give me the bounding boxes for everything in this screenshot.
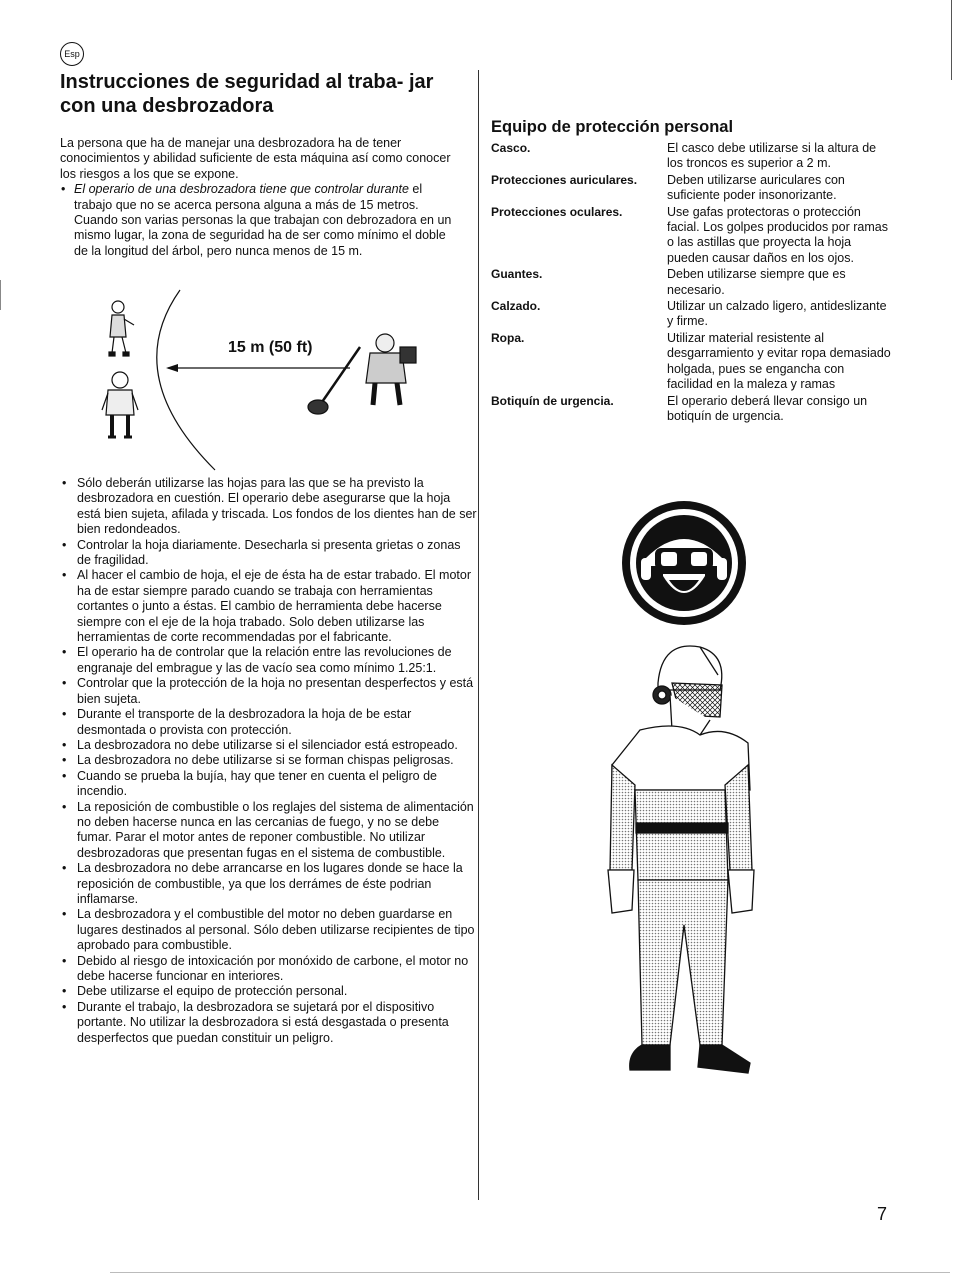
page-number: 7: [877, 1204, 888, 1224]
protection-mandatory-icon: [621, 500, 747, 626]
list-item: • La desbrozadora no debe utilizarse si se forman chispas peligrosas.: [77, 753, 477, 768]
list-item: • Controlar que la protección de la hoja no presentan desperfectos y está bien sujeta.: [77, 676, 477, 707]
equipment-item: Guantes.: [491, 267, 543, 282]
list-item: • Durante el trabajo, la desbrozadora se sujetará por el dispositivo portante. No utilizar la desbrozadora si está desgastada o presenta desperfectos que puedan constituir un peligro.: [77, 1000, 477, 1046]
list-item: • Debe utilizarse el equipo de protección personal.: [77, 984, 477, 999]
list-item: • Durante el transporte de la desbrozadora la hoja de be estar desmontada o provista con protección.: [77, 707, 477, 738]
list-item: • La desbrozadora no debe utilizarse si el silenciador está estropeado.: [77, 738, 477, 753]
equipment-description: Use gafas protectoras o protección facial. Los golpes producidos por ramas o las astillas que proyecta la hoja pueden causar daños en los ojos.: [667, 204, 888, 265]
protective-clothing-illustration: [600, 635, 775, 1080]
list-item: • Debido al riesgo de intoxicación por monóxido de carbone, el motor no debe hacerse funcionar en interiores.: [77, 954, 477, 985]
equipment-description: Deben utilizarse siempre que es necesario.: [667, 267, 846, 297]
equipment-description: Utilizar material resistente al desgarramiento y evitar ropa demasiado holgada, pues se engancha con facilidad en la maleza y ramas: [667, 330, 891, 392]
list-item: • La reposición de combustible o los reglajes del sistema de alimentación no deben hacerse nunca en las cercanias de fuego, y no se debe fumar. Parar el motor antes de reponer combustible. No utilizar desbrozadoras que presentan fugas en el sistema de combustible.: [77, 800, 477, 862]
table-row: [491, 394, 891, 426]
list-item: • El operario ha de controlar que la relación entre las revoluciones de engranaje del embrague y las de vacío sea como mínimo 1.25:1.: [77, 645, 477, 676]
bystander-figure-icon: [102, 372, 138, 437]
equipment-item: Calzado.: [491, 299, 541, 314]
table-row: [491, 299, 891, 331]
list-item: • Controlar la hoja diariamente. Desecharla si presenta grietas o zonas de fragilidad.: [77, 538, 477, 569]
intro-bullet-list: [60, 182, 455, 259]
intro-bullet-text: el trabajo que no se acerca persona alguna a más de 15 metros. Cuando son varias personas la que trabajan con debrozadora en un mismo lugar, la zona de seguridad ha de ser como mínimo el doble de la longitud del árbol, pero nunca menos de 15 m.: [74, 182, 452, 258]
language-badge: Esp: [60, 42, 84, 66]
equipment-description: Deben utilizarse auriculares con suficiente poder insonorizante.: [667, 172, 845, 203]
table-row: [491, 205, 891, 268]
page-edge-line: [951, 0, 952, 80]
child-figure-icon: [109, 301, 134, 356]
equipment-description: Utilizar un calzado ligero, antideslizante y firme.: [667, 299, 887, 329]
intro-section: [60, 136, 455, 259]
table-row: [491, 267, 891, 299]
table-row: [491, 331, 891, 394]
safety-bullet-list: [60, 476, 477, 1046]
list-item: • Sólo deberán utilizarse las hojas para las que se ha previsto la desbrozadora en cuestión. El operario debe asegurarse que la hoja está bien sujeta, afilada y triscada. Los fondos de los dientes han de ser bien redondeados.: [77, 476, 477, 538]
safety-distance-illustration: [60, 285, 460, 475]
operator-figure-icon: [308, 334, 416, 414]
equipment-item: Casco.: [491, 141, 531, 155]
table-row: [491, 141, 891, 173]
equipment-table: [491, 141, 891, 425]
column-divider: [478, 70, 479, 1200]
table-row: [491, 173, 891, 205]
page-title: Instrucciones de seguridad al traba- jar con una desbrozadora: [60, 71, 434, 117]
equipment-description: El casco debe utilizarse si la altura de los troncos es superior a 2 m.: [667, 141, 877, 171]
equipment-item: Ropa.: [491, 330, 525, 345]
section-title: Equipo de protección personal: [491, 118, 734, 136]
intro-bullet-italic: El operario de una desbrozadora tiene que controlar durante: [74, 182, 409, 197]
intro-paragraph: La persona que ha de manejar una desbrozadora ha de tener conocimientos y abilidad suficiente de esta máquina así como conocer los riesgos a los que se expone.: [60, 136, 451, 181]
list-item: • Al hacer el cambio de hoja, el eje de ésta ha de estar trabado. El motor ha de estar siempre parado cuando se trabaja con herramientas cortantes o junto a éstas. El cambio de herramienta debe hacerse siempre con el eje de la hoja trabado. Solo deben utilizarse las herramientas de corte recommendadas por el fabricante.: [77, 568, 477, 645]
list-item: • La desbrozadora y el combustible del motor no deben guardarse en lugares destinados al personal. Sólo deben utilizarse recipientes de tipo aprobado para combustible.: [77, 907, 477, 953]
intro-bullet: [74, 182, 455, 259]
list-item: • La desbrozadora no debe arrancarse en los lugares donde se hace la reposición de combustible, ya que los derrámes de éste podrian inflamarse.: [77, 861, 477, 907]
equipment-description: El operario deberá llevar consigo un botiquín de urgencia.: [667, 393, 868, 423]
bottom-rule: [110, 1272, 950, 1273]
equipment-item: Botiquín de urgencia.: [491, 393, 614, 408]
equipment-item: Protecciones oculares.: [491, 204, 623, 219]
equipment-item: Protecciones auriculares.: [491, 172, 638, 187]
distance-label: 15 m (50 ft): [228, 339, 313, 356]
page-edge-mark: [0, 280, 1, 310]
list-item: • Cuando se prueba la bujía, hay que tener en cuenta el peligro de incendio.: [77, 769, 477, 800]
